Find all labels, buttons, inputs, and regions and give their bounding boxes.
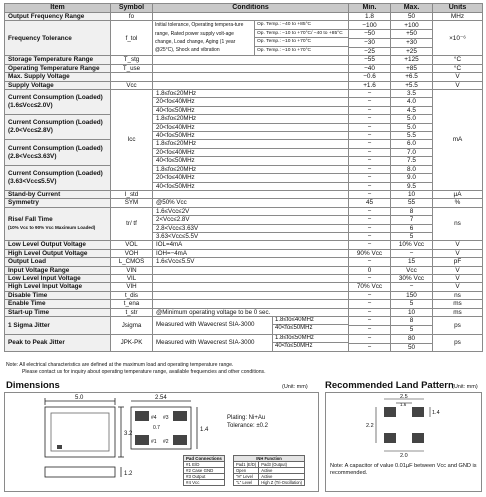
land-pattern-title: Recommended Land Pattern xyxy=(325,380,454,391)
cell-symbol: VIH xyxy=(111,283,153,291)
land-pad xyxy=(412,433,424,443)
cell-unit: ms xyxy=(433,308,483,316)
land-dim-1: 2.5 xyxy=(400,394,408,400)
cell-cond: 20<fo≤40MHz xyxy=(153,98,349,106)
cell-max: 9.5 xyxy=(391,182,433,190)
land-dim-4: 2.2 xyxy=(366,423,374,429)
table-row xyxy=(5,300,483,308)
table-row xyxy=(5,56,483,64)
cell-cond: 1.6≤Vcc≤5.5V xyxy=(153,258,349,266)
cell-max: 55 xyxy=(391,199,433,207)
cell-unit: µA xyxy=(433,190,483,198)
cell-min: 70% Vcc xyxy=(349,283,391,291)
cell-cond: @50% Vcc xyxy=(153,199,349,207)
pin-label-4: #4 xyxy=(151,415,157,421)
inh-cell: Active xyxy=(259,474,305,480)
cell-min: − xyxy=(349,317,391,326)
table-row xyxy=(5,21,483,30)
package-side-view xyxy=(45,467,115,477)
cell-cond xyxy=(153,334,349,352)
cell-max: 6 xyxy=(391,224,433,232)
inh-cell: Active xyxy=(259,468,305,474)
cell-unit: V xyxy=(433,283,483,291)
cell-cond: 40<fo≤50MHz xyxy=(153,106,349,114)
cell-min: − xyxy=(349,224,391,232)
cell-min: −55 xyxy=(349,56,391,64)
table-row xyxy=(5,308,483,316)
cell-max: +100 xyxy=(391,21,433,30)
current-sub: (2.8<Vcc≤3.63V) xyxy=(8,152,57,160)
pad-1 xyxy=(135,435,149,445)
pad-3 xyxy=(173,411,187,421)
pad-conn-row: #1 E/D xyxy=(184,462,225,468)
cell-max: +125 xyxy=(391,56,433,64)
p2p-sub: 40<fo≤50MHz xyxy=(275,343,313,350)
cell-symbol: SYM xyxy=(111,199,153,207)
cell-item xyxy=(5,165,111,190)
cell-max: +25 xyxy=(391,47,433,56)
cell-item: High Level Input Voltage xyxy=(5,283,111,291)
dim-height-label: 3.2 xyxy=(124,431,133,437)
cell-min: 1.8 xyxy=(349,13,391,21)
cell-cond xyxy=(153,274,349,282)
cell-min: −100 xyxy=(349,21,391,30)
header-max: Max. xyxy=(391,4,433,13)
cell-item xyxy=(5,207,111,241)
pad-conn-row: #3 Output xyxy=(184,474,225,480)
land-pad xyxy=(412,407,424,417)
cell-unit: °C xyxy=(433,56,483,64)
cell-cond xyxy=(153,291,349,299)
cell-min: − xyxy=(349,98,391,106)
land-pattern-drawing xyxy=(326,393,481,457)
pad-b-label: 0.7 xyxy=(153,425,160,431)
cell-min: − xyxy=(349,241,391,249)
land-dim-2: 1.6 xyxy=(400,402,407,407)
inh-col: Pad1 (E/D) xyxy=(234,462,259,468)
inh-cell: "L" Level xyxy=(234,480,259,486)
cell-symbol: VIN xyxy=(111,266,153,274)
cell-min: − xyxy=(349,106,391,114)
cell-max: 8 xyxy=(391,317,433,326)
cell-min: −25 xyxy=(349,47,391,56)
cell-item: Peak to Peak Jitter xyxy=(5,334,111,352)
cell-item: Output Load xyxy=(5,258,111,266)
freq-tol-sub: Op. Temp.: −40 to +85°C xyxy=(255,21,348,30)
cell-max: 10 xyxy=(391,308,433,316)
cell-min: − xyxy=(349,165,391,173)
cell-item: Storage Temperature Range xyxy=(5,56,111,64)
inh-cell: Open xyxy=(234,468,259,474)
cell-min: − xyxy=(349,216,391,224)
cell-unit: V xyxy=(433,73,483,81)
cell-unit: MHz xyxy=(433,13,483,21)
cell-item: Low Level Input Voltage xyxy=(5,274,111,282)
table-row xyxy=(5,258,483,266)
cell-max: 80 xyxy=(391,334,433,343)
cell-cond xyxy=(153,266,349,274)
pad-conn-row: #4 Vcc xyxy=(184,480,225,486)
land-pattern-unit: (Unit: mm) xyxy=(452,384,478,390)
cell-symbol: f_tol xyxy=(111,21,153,56)
cell-max: +6.5 xyxy=(391,73,433,81)
land-dim-5: 2.0 xyxy=(400,453,408,457)
cell-cond: IOH=−4mA xyxy=(153,249,349,257)
cell-max: 5 xyxy=(391,232,433,240)
table-row xyxy=(5,13,483,21)
rise-fall-label: Rise/ Fall Time xyxy=(8,216,53,224)
cell-min: − xyxy=(349,325,391,334)
table-row xyxy=(5,266,483,274)
cell-min: − xyxy=(349,274,391,282)
cell-max: 6.0 xyxy=(391,140,433,148)
table-row xyxy=(5,73,483,81)
cell-item xyxy=(5,115,111,140)
cell-max: 5.0 xyxy=(391,115,433,123)
spec-table xyxy=(4,3,483,352)
current-label: Current Consumption (Loaded) xyxy=(8,144,103,152)
cell-unit: V xyxy=(433,249,483,257)
pin-label-3: #3 xyxy=(163,415,169,421)
table-row xyxy=(5,64,483,72)
current-sub: (3.63<Vcc≤5.5V) xyxy=(8,177,57,185)
inh-col: Pad3 (Output) xyxy=(259,462,305,468)
cell-max: +30 xyxy=(391,38,433,47)
cell-cond: 2<Vcc≤2.8V xyxy=(153,216,349,224)
pad-4 xyxy=(135,411,149,421)
rise-fall-sub: (10% Vcc to 90% Vcc Maximum Loaded) xyxy=(8,225,96,231)
cell-min: − xyxy=(349,90,391,98)
table-row xyxy=(5,165,483,173)
package-top-view xyxy=(45,407,115,457)
cell-min: − xyxy=(349,123,391,131)
freq-tol-sub: Op. Temp.: −10 to +70°C xyxy=(257,47,312,53)
cell-min: − xyxy=(349,182,391,190)
cell-unit: °C xyxy=(433,64,483,72)
cell-item: Stand-by Current xyxy=(5,190,111,198)
p2p-sub: 1.8≤fo≤50MHz xyxy=(273,335,348,343)
cell-item: Output Frequency Range xyxy=(5,13,111,21)
cell-max: 4.0 xyxy=(391,98,433,106)
cell-symbol: t_ena xyxy=(111,300,153,308)
dimensions-unit: (Unit: mm) xyxy=(282,384,308,390)
cell-item: Disable Time xyxy=(5,291,111,299)
cell-cond: 3.63<Vcc≤5.5V xyxy=(153,232,349,240)
cell-min: − xyxy=(349,132,391,140)
cell-min: +1.6 xyxy=(349,81,391,89)
table-row xyxy=(5,291,483,299)
cell-item: Frequency Tolerance xyxy=(5,21,111,56)
dimensions-title: Dimensions xyxy=(6,380,60,391)
cell-max: 7.0 xyxy=(391,148,433,156)
cell-cond: 2.8<Vcc≤3.63V xyxy=(153,224,349,232)
cell-max: 9.0 xyxy=(391,174,433,182)
table-row xyxy=(5,241,483,249)
cell-min: − xyxy=(349,148,391,156)
cell-min: − xyxy=(349,190,391,198)
cell-item: Symmetry xyxy=(5,199,111,207)
cell-symbol: t_dis xyxy=(111,291,153,299)
cell-max: +5.5 xyxy=(391,81,433,89)
cell-cond xyxy=(153,73,349,81)
cell-item: High Level Output Voltage xyxy=(5,249,111,257)
cell-max: 150 xyxy=(391,291,433,299)
cell-max: 10 xyxy=(391,190,433,198)
cell-symbol: t_str xyxy=(111,308,153,316)
dim-width-label: 5.0 xyxy=(75,395,84,401)
header-symbol: Symbol xyxy=(111,4,153,13)
cell-cond xyxy=(153,81,349,89)
cell-cond: IOL=4mA xyxy=(153,241,349,249)
note-line-2: Please contact us for inquiry about operating temperature range, available frequencies and other conditions. xyxy=(22,369,266,375)
land-pattern-panel xyxy=(325,392,482,492)
cell-cond xyxy=(153,300,349,308)
cell-cond: 20<fo≤40MHz xyxy=(153,123,349,131)
cell-min: − xyxy=(349,207,391,215)
current-label: Current Consumption (Loaded) xyxy=(8,119,103,127)
cell-unit: ns xyxy=(433,291,483,299)
cell-max: Vcc xyxy=(391,266,433,274)
cell-cond: 20<fo≤40MHz xyxy=(153,174,349,182)
table-row xyxy=(5,115,483,123)
sigma-sub: 1.8≤fo≤40MHz xyxy=(273,317,348,325)
cell-symbol: I_std xyxy=(111,190,153,198)
cell-cond xyxy=(153,21,349,56)
cell-item: Input Voltage Range xyxy=(5,266,111,274)
cell-min: − xyxy=(349,140,391,148)
cell-item: Supply Voltage xyxy=(5,81,111,89)
tolerance-text: Tolerance: ±0.2 xyxy=(227,423,268,429)
inh-header: INH Function xyxy=(234,456,305,462)
cell-symbol: tr/ tf xyxy=(111,207,153,241)
table-row xyxy=(5,317,483,326)
table-row xyxy=(5,334,483,343)
dimensions-panel xyxy=(4,392,319,492)
table-row xyxy=(5,140,483,148)
header-item: Item xyxy=(5,4,111,13)
cell-unit: ps xyxy=(433,317,483,335)
cell-symbol: Vcc xyxy=(111,81,153,89)
cell-min: 45 xyxy=(349,199,391,207)
cell-unit: V xyxy=(433,266,483,274)
cell-max: 30% Vcc xyxy=(391,274,433,282)
cell-max: 5.5 xyxy=(391,132,433,140)
current-label: Current Consumption (Loaded) xyxy=(8,94,103,102)
cell-unit: ps xyxy=(433,334,483,352)
cell-min: −40 xyxy=(349,64,391,72)
cell-symbol: VOH xyxy=(111,249,153,257)
land-note: Note: A capacitor of value 0.01µF between Vcc and GND is recommended. xyxy=(330,463,477,476)
cell-min: −0.6 xyxy=(349,73,391,81)
table-row xyxy=(5,274,483,282)
cell-max: − xyxy=(391,249,433,257)
cell-symbol: VIL xyxy=(111,274,153,282)
pad-conn-row: #2 Case GND xyxy=(184,468,225,474)
cell-cond xyxy=(153,13,349,21)
sigma-cond: Measured with Wavecrest SIA-3000 xyxy=(153,317,273,334)
cell-min: − xyxy=(349,343,391,352)
freq-tol-sub: Op. Temp.: −10 to +70°C/ −40 to +85°C xyxy=(255,30,348,39)
cell-cond xyxy=(153,317,349,335)
pad-2 xyxy=(173,435,187,445)
cell-min: − xyxy=(349,300,391,308)
cell-symbol: T_use xyxy=(111,64,153,72)
cell-max: 3.5 xyxy=(391,90,433,98)
cell-min: − xyxy=(349,115,391,123)
cell-max: 50 xyxy=(391,343,433,352)
cell-cond: 40<fo≤50MHz xyxy=(153,182,349,190)
cell-max: − xyxy=(391,283,433,291)
cell-unit: % xyxy=(433,199,483,207)
cell-cond: @Minimum operating voltage to be 0 sec. xyxy=(153,308,349,316)
cell-item: Enable Time xyxy=(5,300,111,308)
cell-item xyxy=(5,90,111,115)
cell-unit: ×10⁻⁶ xyxy=(433,21,483,56)
table-row xyxy=(5,90,483,98)
table-row xyxy=(5,249,483,257)
cell-max: 5 xyxy=(391,300,433,308)
cell-item: Operating Temperature Range xyxy=(5,64,111,72)
cell-unit: V xyxy=(433,81,483,89)
cell-item xyxy=(5,140,111,165)
cell-min: − xyxy=(349,334,391,343)
cell-item: Max. Supply Voltage xyxy=(5,73,111,81)
cell-unit: mA xyxy=(433,90,483,191)
cell-min: − xyxy=(349,308,391,316)
header-min: Min. xyxy=(349,4,391,13)
cell-item: Start-up Time xyxy=(5,308,111,316)
cell-symbol: fo xyxy=(111,13,153,21)
cell-unit: ns xyxy=(433,207,483,241)
cell-max: 5.0 xyxy=(391,123,433,131)
cell-max: +85 xyxy=(391,64,433,72)
cell-unit: pF xyxy=(433,258,483,266)
cell-min: − xyxy=(349,291,391,299)
cell-cond xyxy=(153,64,349,72)
cell-cond: 1.8≤fo≤20MHz xyxy=(153,115,349,123)
cell-min: − xyxy=(349,232,391,240)
current-consumption-group xyxy=(5,90,483,191)
pin-label-1: #1 xyxy=(151,439,157,445)
cell-min: −30 xyxy=(349,38,391,47)
cell-max: 7 xyxy=(391,216,433,224)
inh-cell: "H" Level xyxy=(234,474,259,480)
cell-max: 8.0 xyxy=(391,165,433,173)
pad-conn-header: Pad Connections xyxy=(184,456,225,462)
cell-cond: 1.8≤fo≤20MHz xyxy=(153,90,349,98)
dim-thickness-label: 1.2 xyxy=(124,471,133,477)
cell-min: − xyxy=(349,157,391,165)
pad-a-label: 1.4 xyxy=(200,427,209,433)
current-label: Current Consumption (Loaded) xyxy=(8,169,103,177)
cell-symbol: L_CMOS xyxy=(111,258,153,266)
io-rows-group xyxy=(5,241,483,317)
land-pad xyxy=(384,407,396,417)
p2p-cond: Measured with Wavecrest SIA-3000 xyxy=(153,335,273,352)
cell-unit: ms xyxy=(433,300,483,308)
cell-cond xyxy=(153,283,349,291)
pad-connections-table xyxy=(183,455,225,486)
cell-min: −50 xyxy=(349,30,391,39)
cell-item: 1 Sigma Jitter xyxy=(5,317,111,335)
land-dim-3: 1.4 xyxy=(432,410,440,416)
sigma-sub: 40<fo≤50MHz xyxy=(275,325,313,332)
cell-cond: 20<fo≤40MHz xyxy=(153,148,349,156)
cell-cond: 1.8≤fo≤20MHz xyxy=(153,165,349,173)
cell-min: − xyxy=(349,174,391,182)
current-sub: (2.0<Vcc≤2.8V) xyxy=(8,127,53,135)
cell-symbol: JPK-PK xyxy=(111,334,153,352)
current-sub: (1.6≤Vcc≤2.0V) xyxy=(8,102,53,110)
table-row xyxy=(5,207,483,215)
table-row xyxy=(5,81,483,89)
cell-max: +50 xyxy=(391,30,433,39)
pin1-marker xyxy=(57,445,62,449)
header-conditions: Conditions xyxy=(153,4,349,13)
land-pad xyxy=(384,433,396,443)
cell-symbol: Icc xyxy=(111,90,153,191)
cell-min: 90% Vcc xyxy=(349,249,391,257)
cell-max: 50 xyxy=(391,13,433,21)
header-units: Units xyxy=(433,4,483,13)
cell-cond: 40<fo≤50MHz xyxy=(153,157,349,165)
table-row xyxy=(5,199,483,207)
note-line-1: Note: All electrical characteristics are defined at the maximum load and operating temperature range. xyxy=(6,362,234,368)
cell-cond xyxy=(153,190,349,198)
cell-unit: V xyxy=(433,274,483,282)
cell-max: 7.5 xyxy=(391,157,433,165)
cell-max: 8 xyxy=(391,207,433,215)
cell-symbol xyxy=(111,73,153,81)
cell-cond: 1.8≤fo≤20MHz xyxy=(153,140,349,148)
pad-pitch-label: 2.54 xyxy=(155,395,167,401)
cell-cond: 1.6≤Vcc≤2V xyxy=(153,207,349,215)
cell-cond xyxy=(153,56,349,64)
plating-text: Plating: Ni+Au xyxy=(227,415,266,421)
table-row xyxy=(5,190,483,198)
inh-function-table xyxy=(233,455,305,486)
freq-tol-cond-text: Initial tolerance, Operating tempera-ture range, Rated power supply volt-age change, Load change, Aging (1 year @25°C), Shock and vibration xyxy=(153,21,255,55)
cell-unit: V xyxy=(433,241,483,249)
cell-min: − xyxy=(349,258,391,266)
cell-symbol: VOL xyxy=(111,241,153,249)
cell-max: 5 xyxy=(391,325,433,334)
pin-label-2: #2 xyxy=(163,439,169,445)
freq-tol-sub: Op. Temp.: −10 to +70°C xyxy=(255,38,348,47)
cell-item: Low Level Output Voltage xyxy=(5,241,111,249)
cell-cond: 40<fo≤50MHz xyxy=(153,132,349,140)
cell-min: 0 xyxy=(349,266,391,274)
inh-cell: High Z (Tri-Oscillation) xyxy=(259,480,305,486)
cell-symbol: Jsigma xyxy=(111,317,153,335)
cell-symbol: T_stg xyxy=(111,56,153,64)
cell-max: 10% Vcc xyxy=(391,241,433,249)
table-row xyxy=(5,283,483,291)
cell-max: 15 xyxy=(391,258,433,266)
cell-max: 4.5 xyxy=(391,106,433,114)
table-header-row xyxy=(5,4,483,13)
